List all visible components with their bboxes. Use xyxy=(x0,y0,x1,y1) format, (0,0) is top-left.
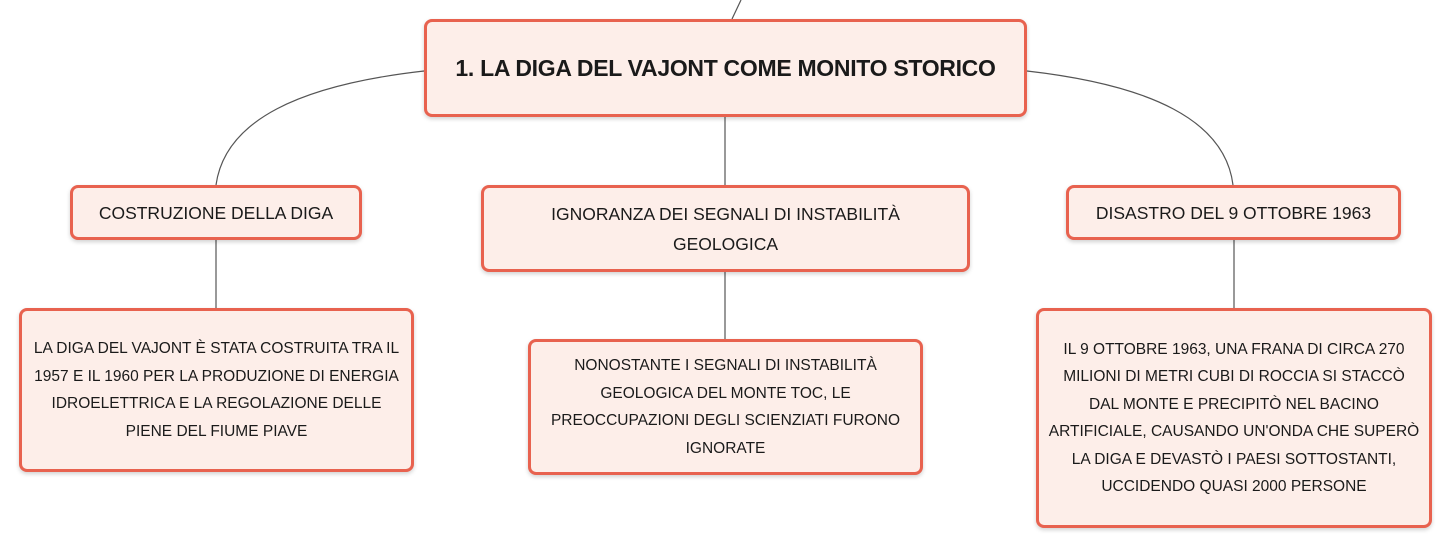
topic-node-costruzione[interactable] xyxy=(70,185,362,240)
root-node[interactable] xyxy=(424,19,1027,117)
detail-node-text: NONOSTANTE I SEGNALI DI INSTABILITÀ GEOLOGICA DEL MONTE TOC, LE PREOCCUPAZIONI DEGLI SCIENZIATI FURONO IGNORATE xyxy=(550,357,901,457)
topic-node-disastro[interactable] xyxy=(1066,185,1401,240)
detail-node-disastro[interactable] xyxy=(1036,308,1432,528)
detail-node-text: IL 9 OTTOBRE 1963, UNA FRANA DI CIRCA 270 MILIONI DI METRI CUBI DI ROCCIA SI STACCÒ DAL MONTE E PRECIPITÒ NEL BACINO ARTIFICIALE, CAUSANDO UN'ONDA CHE SUPERÒ LA DIGA E DEVASTÒ I PAESI SOTTOSTANTI, UCCIDENDO QUASI 2000 PERSONE xyxy=(1048,340,1420,495)
root-node-label: 1. LA DIGA DEL VAJONT COME MONITO STORICO xyxy=(455,54,996,81)
topic-node-label: IGNORANZA DEI SEGNALI DI INSTABILITÀ GEOLOGICA xyxy=(551,203,900,254)
topic-node-label: DISASTRO DEL 9 OTTOBRE 1963 xyxy=(1095,202,1372,223)
topic-node-ignoranza[interactable] xyxy=(481,185,970,272)
detail-node-text: LA DIGA DEL VAJONT È STATA COSTRUITA TRA IL 1957 E IL 1960 PER LA PRODUZIONE DI ENERGIA IDROELETTRICA E LA REGOLAZIONE DELLE PIENE DEL FIUME PIAVE xyxy=(33,340,400,440)
detail-node-costruzione[interactable] xyxy=(19,308,414,472)
connector-root-to-topic-3 xyxy=(1027,71,1233,185)
detail-node-ignoranza[interactable] xyxy=(528,339,923,475)
connector-parent-to-root xyxy=(732,0,741,19)
topic-node-label: COSTRUZIONE DELLA DIGA xyxy=(98,202,334,223)
connector-root-to-topic-1 xyxy=(216,71,424,185)
